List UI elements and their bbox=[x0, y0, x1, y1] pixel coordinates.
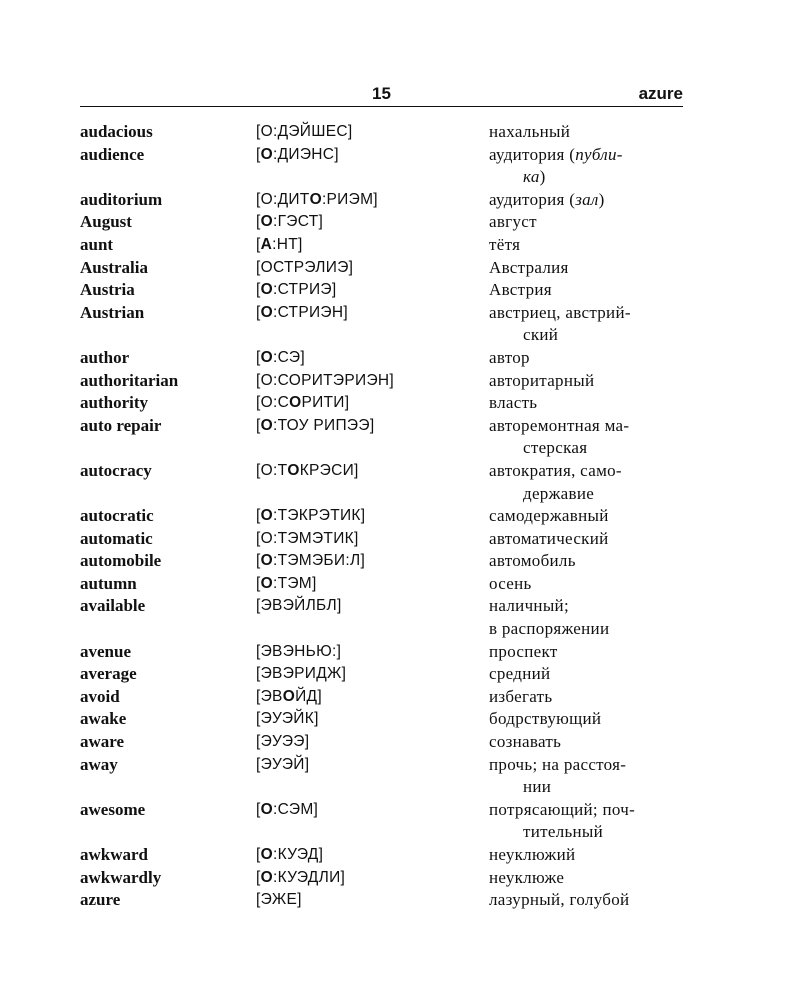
dictionary-entry bbox=[80, 144, 683, 189]
translation-text: ) bbox=[539, 167, 546, 187]
transcription-part: :ТЭМЭБИ:Л bbox=[272, 552, 361, 570]
translation-note: ка bbox=[523, 167, 540, 187]
translation-text: бодрствующий bbox=[489, 709, 602, 729]
dictionary-entry bbox=[80, 686, 683, 709]
transcription: [А:НТ] bbox=[256, 235, 303, 253]
translation-line bbox=[489, 324, 684, 347]
translation-line bbox=[489, 550, 684, 573]
transcription-part: О:СОРИТЭРИЭН bbox=[260, 371, 390, 389]
transcription: [О:ТЭМЭТИК] bbox=[256, 529, 359, 547]
translation-text: стерская bbox=[523, 438, 588, 458]
headword: autocracy bbox=[80, 460, 152, 480]
translation bbox=[489, 528, 684, 551]
transcription-part: :ДИЭНС bbox=[272, 145, 335, 163]
headword: avoid bbox=[80, 686, 120, 706]
transcription: [О:СОРИТИ] bbox=[256, 394, 350, 412]
dictionary-entry bbox=[80, 505, 683, 528]
transcription-part: ЭВЭРИДЖ bbox=[260, 665, 342, 683]
transcription-part: :ГЭСТ bbox=[272, 213, 319, 231]
transcription-part: ЭУЭЭ bbox=[260, 733, 305, 751]
translation-text: автомобиль bbox=[489, 551, 576, 571]
translation-text: авторемонтная ма- bbox=[489, 415, 630, 435]
translation-line bbox=[489, 708, 684, 731]
translation bbox=[489, 663, 684, 686]
translation-text: нии bbox=[523, 777, 552, 797]
translation-line bbox=[489, 121, 684, 144]
transcription: [О:ТОКРЭСИ] bbox=[256, 461, 359, 479]
dictionary-entry bbox=[80, 708, 683, 731]
stressed-vowel: О bbox=[260, 507, 273, 525]
transcription-part: ЭВ bbox=[260, 687, 283, 705]
translation-line bbox=[489, 776, 684, 799]
headword: average bbox=[80, 664, 137, 684]
headword: automobile bbox=[80, 551, 162, 571]
translation bbox=[489, 302, 684, 347]
translation-text: самодержавный bbox=[489, 506, 609, 526]
transcription: [О:ДИТО:РИЭМ] bbox=[256, 190, 378, 208]
dictionary-entry bbox=[80, 573, 683, 596]
translation bbox=[489, 189, 684, 212]
headword: auto repair bbox=[80, 415, 162, 435]
headword: away bbox=[80, 754, 118, 774]
headword: authority bbox=[80, 393, 148, 413]
translation bbox=[489, 799, 684, 844]
translation-text: в распоряжении bbox=[489, 619, 610, 639]
dictionary-entry bbox=[80, 595, 683, 640]
transcription: [О:СТРИЭ] bbox=[256, 281, 337, 299]
translation-note: публи- bbox=[575, 144, 623, 164]
headword: autocratic bbox=[80, 506, 154, 526]
translation-line bbox=[489, 754, 684, 777]
translation-line bbox=[489, 415, 684, 438]
translation-text: нахальный bbox=[489, 122, 571, 141]
transcription-part: О:ДЭЙШЕС bbox=[260, 123, 348, 140]
page-number: 15 bbox=[372, 84, 391, 103]
headword: azure bbox=[80, 890, 121, 910]
transcription-part: О:Т bbox=[260, 461, 288, 479]
headword: aunt bbox=[80, 234, 114, 254]
translation-line bbox=[489, 460, 684, 483]
translation-text: август bbox=[489, 212, 537, 232]
translation-line bbox=[489, 483, 684, 506]
stressed-vowel: О bbox=[260, 800, 273, 818]
translation bbox=[489, 889, 684, 912]
translation-line bbox=[489, 663, 684, 686]
headword: Australia bbox=[80, 257, 148, 277]
translation-text: Австрия bbox=[489, 280, 552, 300]
transcription-part: О:ДИТ bbox=[260, 190, 310, 208]
translation-line bbox=[489, 528, 684, 551]
stressed-vowel: О bbox=[260, 303, 273, 321]
headword: awake bbox=[80, 709, 127, 729]
translation-line bbox=[489, 144, 684, 167]
translation-text: автоматический bbox=[489, 528, 609, 548]
translation-line bbox=[489, 189, 684, 212]
translation-text: проспект bbox=[489, 641, 558, 661]
translation bbox=[489, 144, 684, 189]
transcription-part: ОСТРЭЛИЭ bbox=[260, 258, 349, 276]
dictionary-entry bbox=[80, 257, 683, 280]
translation-line bbox=[489, 437, 684, 460]
stressed-vowel: О bbox=[260, 846, 273, 863]
translation-line bbox=[489, 166, 684, 189]
headword: Austrian bbox=[80, 302, 145, 322]
translation bbox=[489, 370, 684, 393]
transcription: [О:КУЭДЛИ] bbox=[256, 868, 346, 886]
running-head: azure bbox=[638, 84, 683, 103]
transcription: [О:ТОУ РИПЭЭ] bbox=[256, 416, 375, 434]
stressed-vowel: О bbox=[260, 574, 273, 592]
translation-text: неуклюже bbox=[489, 867, 565, 887]
translation-line bbox=[489, 641, 684, 664]
translation-text: державие bbox=[523, 483, 595, 503]
translation bbox=[489, 211, 684, 234]
transcription-part: ЭУЭЙК bbox=[260, 710, 315, 728]
translation-line bbox=[489, 302, 684, 325]
translation-line bbox=[489, 392, 684, 415]
transcription-part: :РИЭМ bbox=[321, 190, 374, 208]
translation bbox=[489, 686, 684, 709]
stressed-vowel: О bbox=[260, 868, 273, 886]
transcription-part: :НТ bbox=[272, 235, 298, 253]
transcription: [ОСТРЭЛИЭ] bbox=[256, 258, 354, 276]
transcription: [О:СОРИТЭРИЭН] bbox=[256, 371, 394, 389]
translation-line bbox=[489, 234, 684, 257]
translation bbox=[489, 708, 684, 731]
translation bbox=[489, 641, 684, 664]
translation-line bbox=[489, 867, 684, 890]
translation-text: Австралия bbox=[489, 257, 569, 277]
transcription-part: ЭВЭЙЛБЛ bbox=[260, 597, 337, 615]
page-header bbox=[80, 84, 683, 107]
translation-line bbox=[489, 257, 684, 280]
translation-text: аудитория ( bbox=[489, 144, 576, 164]
translation-line bbox=[489, 595, 684, 618]
transcription: [О:ТЭМЭБИ:Л] bbox=[256, 552, 366, 570]
dictionary-entry bbox=[80, 550, 683, 573]
transcription-part: КРЭСИ bbox=[299, 461, 355, 479]
translation bbox=[489, 392, 684, 415]
transcription: [ЭВЭЙЛБЛ] bbox=[256, 597, 342, 615]
translation bbox=[489, 279, 684, 302]
translation bbox=[489, 844, 684, 867]
dictionary-entry bbox=[80, 460, 683, 505]
stressed-vowel: О bbox=[260, 348, 273, 366]
transcription: [О:КУЭД] bbox=[256, 846, 324, 863]
translation-text: сознавать bbox=[489, 732, 562, 752]
translation-text: осень bbox=[489, 573, 532, 593]
dictionary-entry bbox=[80, 415, 683, 460]
transcription: [О:ДИЭНС] bbox=[256, 145, 339, 163]
dictionary-entry bbox=[80, 754, 683, 799]
dictionary-entry bbox=[80, 844, 683, 867]
translation-text: аудитория ( bbox=[489, 189, 576, 209]
translation-line bbox=[489, 347, 684, 370]
translation-line bbox=[489, 618, 684, 641]
headword: August bbox=[80, 212, 132, 232]
translation-line bbox=[489, 799, 684, 822]
transcription: [ЭВОЙД] bbox=[256, 687, 322, 705]
stressed-vowel: О bbox=[287, 461, 300, 479]
transcription: [О:ДЭЙШЕС] bbox=[256, 123, 353, 140]
transcription-part: О:С bbox=[260, 394, 290, 412]
dictionary-entry bbox=[80, 189, 683, 212]
transcription-part: РИТИ bbox=[301, 394, 345, 412]
headword: audacious bbox=[80, 122, 153, 141]
translation-note: зал bbox=[575, 189, 599, 209]
translation bbox=[489, 347, 684, 370]
headword: audience bbox=[80, 144, 145, 164]
headword: auditorium bbox=[80, 189, 163, 209]
dictionary-entry bbox=[80, 121, 683, 144]
dictionary-entry bbox=[80, 302, 683, 347]
dictionary-entry bbox=[80, 234, 683, 257]
translation-text: тительный bbox=[523, 822, 604, 842]
stressed-vowel: А bbox=[260, 235, 273, 253]
dictionary-entry bbox=[80, 211, 683, 234]
translation-line bbox=[489, 686, 684, 709]
headword: Austria bbox=[80, 280, 135, 300]
headword: awkward bbox=[80, 845, 149, 864]
translation bbox=[489, 257, 684, 280]
transcription-part: :СЭМ bbox=[272, 800, 314, 818]
translation-line bbox=[489, 731, 684, 754]
dictionary-entry bbox=[80, 370, 683, 393]
translation bbox=[489, 415, 684, 460]
translation-line bbox=[489, 573, 684, 596]
transcription: [ЭУЭЙК] bbox=[256, 710, 319, 728]
transcription-part: :СТРИЭН bbox=[272, 303, 344, 321]
transcription: [ЭУЭЭ] bbox=[256, 733, 310, 751]
transcription-part: ЭУЭЙ bbox=[260, 755, 305, 773]
translation bbox=[489, 731, 684, 754]
stressed-vowel: О bbox=[260, 213, 273, 231]
stressed-vowel: О bbox=[260, 416, 273, 434]
translation-text: автор bbox=[489, 347, 530, 367]
transcription-part: :КУЭДЛИ bbox=[272, 868, 341, 886]
transcription: [О:ГЭСТ] bbox=[256, 213, 324, 231]
translation bbox=[489, 550, 684, 573]
translation bbox=[489, 595, 684, 640]
dictionary-entry bbox=[80, 799, 683, 844]
translation-text: потрясающий; поч- bbox=[489, 799, 636, 819]
translation bbox=[489, 573, 684, 596]
translation bbox=[489, 234, 684, 257]
transcription-part: :СЭ bbox=[272, 348, 301, 366]
translation-text: тётя bbox=[489, 234, 521, 254]
headword: authoritarian bbox=[80, 370, 179, 390]
dictionary-entry bbox=[80, 889, 683, 912]
translation-text: прочь; на расстоя- bbox=[489, 754, 627, 774]
transcription-part: :КУЭД bbox=[272, 846, 319, 863]
translation-line bbox=[489, 889, 684, 912]
translation bbox=[489, 505, 684, 528]
headword: autumn bbox=[80, 573, 137, 593]
transcription: [О:СЭ] bbox=[256, 348, 305, 366]
headword: automatic bbox=[80, 528, 153, 548]
translation-line bbox=[489, 370, 684, 393]
dictionary-entry bbox=[80, 279, 683, 302]
translation-text: наличный; bbox=[489, 596, 569, 616]
dictionary-entry bbox=[80, 641, 683, 664]
translation bbox=[489, 460, 684, 505]
headword: avenue bbox=[80, 641, 131, 661]
dictionary-entry bbox=[80, 347, 683, 370]
translation-text: неуклюжий bbox=[489, 845, 576, 864]
translation-line bbox=[489, 279, 684, 302]
transcription-part: :ТОУ РИПЭЭ bbox=[272, 416, 370, 434]
transcription: [О:ТЭМ] bbox=[256, 574, 317, 592]
dictionary-page bbox=[80, 84, 683, 912]
transcription-part: :ТЭМ bbox=[272, 574, 312, 592]
stressed-vowel: О bbox=[260, 552, 273, 570]
translation-text: авторитарный bbox=[489, 370, 595, 390]
transcription-part: ЭЖЕ bbox=[260, 891, 298, 909]
dictionary-entry bbox=[80, 528, 683, 551]
transcription: [О:СТРИЭН] bbox=[256, 303, 348, 321]
entry-list bbox=[80, 121, 683, 912]
dictionary-entry bbox=[80, 867, 683, 890]
dictionary-entry bbox=[80, 731, 683, 754]
dictionary-entry bbox=[80, 663, 683, 686]
translation-text: лазурный, голубой bbox=[489, 890, 630, 910]
translation-text: автократия, само- bbox=[489, 460, 622, 480]
transcription-part: О:ТЭМЭТИК bbox=[260, 529, 354, 547]
transcription-part: :СТРИЭ bbox=[272, 281, 332, 299]
translation-text: власть bbox=[489, 393, 538, 413]
translation-line bbox=[489, 505, 684, 528]
stressed-vowel: О bbox=[289, 394, 302, 412]
translation-text: избегать bbox=[489, 686, 553, 706]
transcription: [О:ТЭКРЭТИК] bbox=[256, 507, 366, 525]
transcription: [ЭВЭРИДЖ] bbox=[256, 665, 347, 683]
stressed-vowel: О bbox=[309, 190, 322, 208]
headword: available bbox=[80, 596, 146, 616]
translation bbox=[489, 754, 684, 799]
transcription: [ЭУЭЙ] bbox=[256, 755, 310, 773]
transcription: [О:СЭМ] bbox=[256, 800, 319, 818]
dictionary-entry bbox=[80, 392, 683, 415]
translation bbox=[489, 867, 684, 890]
stressed-vowel: О bbox=[282, 687, 296, 705]
headword: aware bbox=[80, 732, 125, 752]
translation-line bbox=[489, 844, 684, 867]
translation-text: средний bbox=[489, 664, 551, 684]
transcription: [ЭВЭНЬЮ:] bbox=[256, 642, 342, 660]
headword: awesome bbox=[80, 799, 146, 819]
transcription-part: ЭВЭНЬЮ: bbox=[260, 642, 337, 660]
headword: author bbox=[80, 347, 130, 367]
stressed-vowel: О bbox=[260, 145, 273, 163]
translation-text: ский bbox=[523, 325, 559, 345]
translation-text: австриец, австрий- bbox=[489, 302, 631, 322]
transcription-part: ЙД bbox=[295, 687, 318, 705]
headword: awkwardly bbox=[80, 867, 162, 887]
stressed-vowel: О bbox=[260, 281, 273, 299]
transcription-part: :ТЭКРЭТИК bbox=[272, 507, 361, 525]
translation-line bbox=[489, 821, 684, 844]
translation-text: ) bbox=[598, 189, 605, 209]
translation-line bbox=[489, 211, 684, 234]
transcription: [ЭЖЕ] bbox=[256, 891, 302, 909]
translation bbox=[489, 121, 684, 144]
